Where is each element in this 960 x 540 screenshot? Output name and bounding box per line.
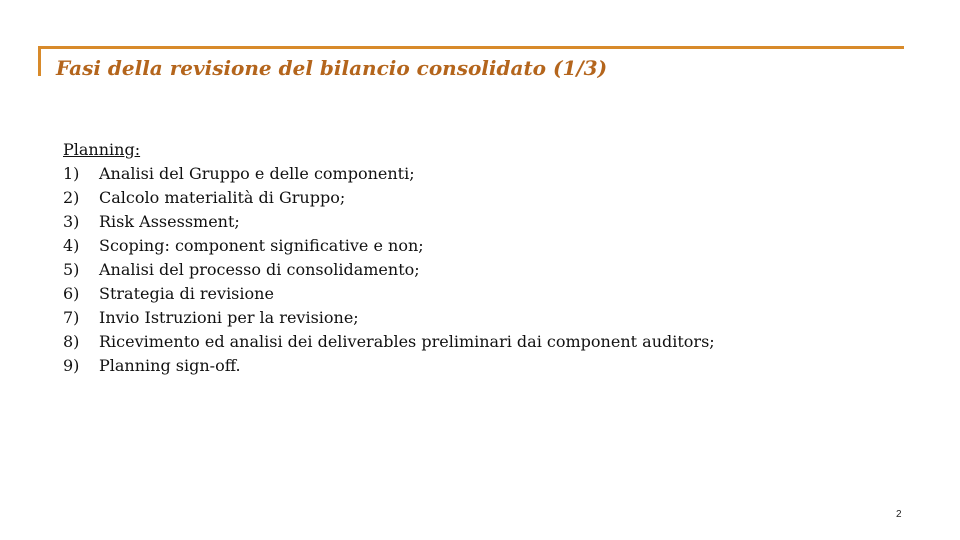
slide-title: Fasi della revisione del bilancio consolidato (1/3) [56, 56, 608, 80]
list-item-number: 3) [63, 212, 80, 231]
list-item [63, 186, 903, 210]
list-item-number: 1) [63, 164, 80, 183]
list-item [63, 234, 903, 258]
list-item-text: Analisi del Gruppo e delle componenti; [99, 164, 415, 183]
list-item-number: 2) [63, 188, 80, 207]
content-body [63, 138, 903, 378]
list-item-number: 4) [63, 236, 80, 255]
list-item-number: 7) [63, 308, 80, 327]
list-item [63, 210, 903, 234]
list-item-text: Invio Istruzioni per la revisione; [99, 308, 359, 327]
list-item [63, 330, 903, 354]
list-item-number: 8) [63, 332, 80, 351]
list-item-number: 6) [63, 284, 80, 303]
list-item-text: Scoping: component significative e non; [99, 236, 424, 255]
page-number: 2 [896, 509, 902, 520]
list-item-number: 5) [63, 260, 80, 279]
list-item-text: Analisi del processo di consolidamento; [99, 260, 420, 279]
list-item [63, 162, 903, 186]
section-heading: Planning: [63, 140, 141, 159]
list-item-text: Planning sign-off. [99, 356, 241, 375]
list-item-text: Ricevimento ed analisi dei deliverables preliminari dai component auditors; [99, 332, 715, 351]
list-item [63, 258, 903, 282]
list-item-text: Calcolo materialità di Gruppo; [99, 188, 346, 207]
list-item [63, 306, 903, 330]
title-frame-top-line [38, 46, 904, 49]
list-item [63, 282, 903, 306]
list-item [63, 354, 903, 378]
planning-list [63, 162, 903, 378]
list-item-number: 9) [63, 356, 80, 375]
title-frame-left-line [38, 46, 41, 76]
list-item-text: Risk Assessment; [99, 212, 240, 231]
list-item-text: Strategia di revisione [99, 284, 274, 303]
